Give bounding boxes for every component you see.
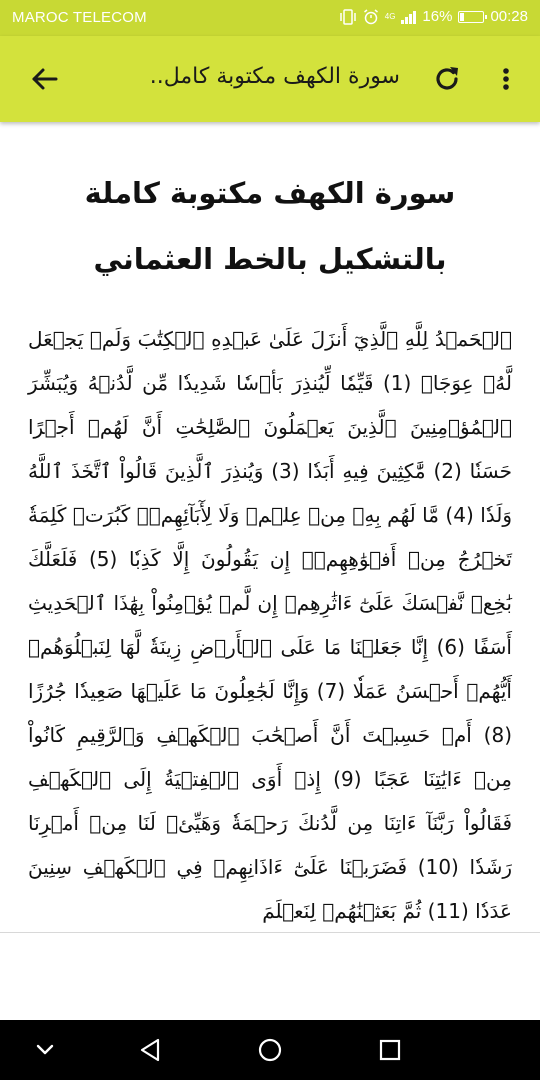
arrow-back-icon[interactable] [28, 62, 62, 96]
back-triangle-icon[interactable] [136, 1035, 166, 1065]
carrier-name: MAROC TELECOM [12, 9, 147, 26]
more-vert-icon[interactable] [494, 62, 518, 96]
chevron-down-icon[interactable] [30, 1035, 60, 1065]
refresh-icon[interactable] [430, 62, 464, 96]
article-body: ٱلۡحَمۡدُ لِلَّهِ ٱلَّذِيٓ أَنزَلَ عَلَىٰ عَبۡدِهِ ٱلۡكِتَٰبَ وَلَمۡ يَجۡعَل لَّهُۥ عِوَجَاۜ (1) قَيِّمٗا لِّيُنذِرَ بَأۡسٗا شَدِيدٗا مِّن لَّدُنۡهُ وَيُبَشِّرَ ٱلۡمُؤۡمِنِينَ ٱلَّذِينَ يَعۡمَلُونَ ٱلصَّٰلِحَٰتِ أَنَّ لَهُمۡ أَجۡرًا حَسَنٗا (2) مَّٰكِثِينَ فِيهِ أَبَدٗا (3) وَيُنذِرَ ٱلَّذِينَ قَالُواْ ٱتَّخَذَ ٱللَّهُ وَلَدٗا (4) مَّا لَهُم بِهِۦ مِنۡ عِلۡمٖ وَلَا لِأٓبَآئِهِمۡۚ كَبُرَتۡ كَلِمَةٗ تَخۡرُجُ مِنۡ أَفۡوَٰهِهِمۡۚ إِن يَقُولُونَ إِلَّا كَذِبٗا (5) فَلَعَلَّكَ بَٰخِعٞ نَّفۡسَكَ عَلَىٰٓ ءَاثَٰرِهِمۡ إِن لَّمۡ يُؤۡمِنُواْ بِهَٰذَا ٱلۡحَدِيثِ أَسَفًا (6) إِنَّا جَعَلۡنَا مَا عَلَى ٱلۡأَرۡضِ زِينَةٗ لَّهَا لِنَبۡلُوَهُمۡ أَيُّهُمۡ أَحۡسَنُ عَمَلٗا (7) وَإِنَّا لَجَٰعِلُونَ مَا عَلَيۡهَا صَعِيدٗا جُرُزًا (8) أَمۡ حَسِبۡتَ أَنَّ أَصۡحَٰبَ ٱلۡكَهۡفِ وَٱلرَّقِيمِ كَانُواْ مِنۡ ءَايَٰتِنَا عَجَبًا (9) إِذۡ أَوَى ٱلۡفِتۡيَةُ إِلَى ٱلۡكَهۡفِ فَقَالُواْ رَبَّنَآ ءَاتِنَا مِن لَّدُنكَ رَحۡمَةٗ وَهَيِّئۡ لَنَا مِنۡ أَمۡرِنَا رَشَدٗا (10) فَضَرَبۡنَا عَلَىٰٓ ءَاذَانِهِمۡ فِي ٱلۡكَهۡفِ سِنِينَ عَدَدٗا (11) ثُمَّ بَعَثۡنَٰهُمۡ لِنَعۡلَمَ [28, 327, 513, 923]
navigation-bar [0, 1020, 540, 1080]
app-bar [0, 36, 540, 122]
signal-strength-icon [401, 10, 416, 24]
status-bar [0, 0, 540, 36]
article-content[interactable] [0, 122, 540, 932]
content-divider [0, 932, 540, 933]
recents-square-icon[interactable] [375, 1035, 405, 1065]
battery-icon [458, 11, 484, 23]
article-heading: سورة الكهف مكتوبة كاملة بالتشكيل بالخط العثماني [84, 176, 456, 276]
network-type-label: 4G [384, 12, 396, 21]
page-title: سورة الكهف مكتوبة كامل.. [149, 64, 400, 89]
clock: 00:28 [490, 8, 528, 25]
status-icons [339, 8, 528, 25]
battery-percent: 16% [422, 8, 453, 25]
vibrate-icon [339, 9, 357, 25]
home-circle-icon[interactable] [255, 1035, 285, 1065]
alarm-icon [363, 9, 379, 25]
